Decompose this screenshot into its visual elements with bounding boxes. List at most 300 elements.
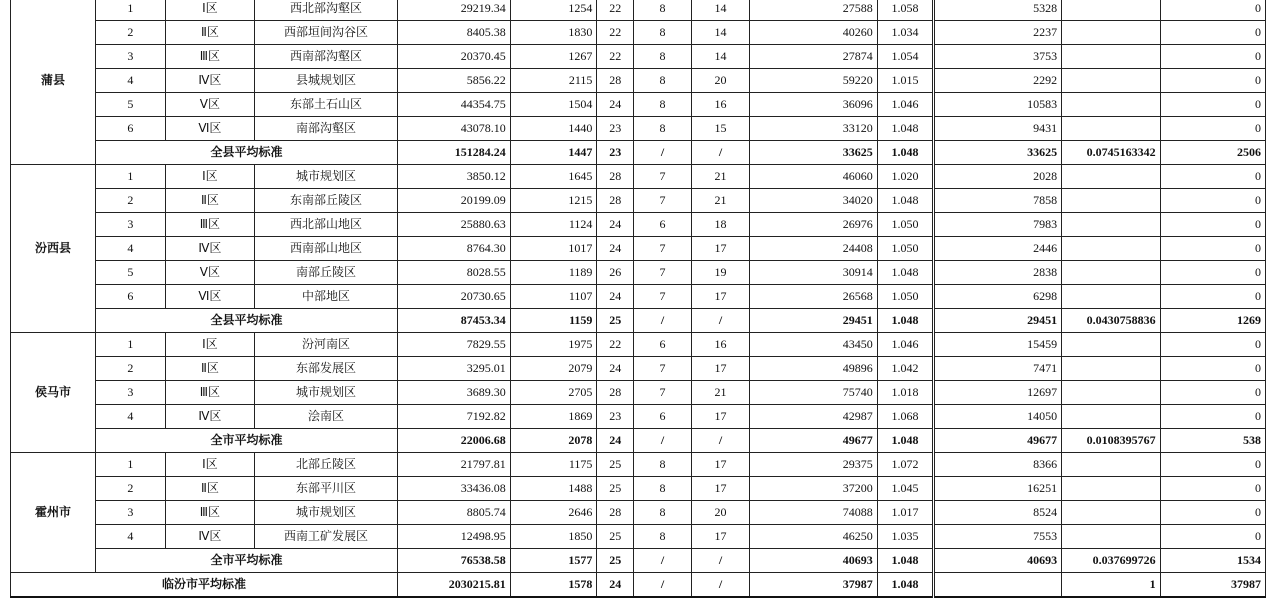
cell-c8 <box>1062 525 1160 549</box>
cell-c3: 8 <box>634 21 692 45</box>
cell-c8 <box>1062 69 1160 93</box>
table-row <box>11 333 1266 357</box>
cell-c9: 0 <box>1160 0 1265 21</box>
cell-c5: 59220 <box>750 69 878 93</box>
row-number: 4 <box>96 405 166 429</box>
cell-c7: 16251 <box>934 477 1062 501</box>
table-row <box>11 453 1266 477</box>
avg-c7: 33625 <box>934 141 1062 165</box>
zone-code: Ⅰ区 <box>165 453 255 477</box>
grand-c8: 1 <box>1062 573 1160 598</box>
zone-code: Ⅱ区 <box>165 477 255 501</box>
zone-name: 西南工矿发展区 <box>255 525 398 549</box>
cell-c3: 6 <box>634 405 692 429</box>
cell-c1: 2646 <box>510 501 597 525</box>
cell-c2: 28 <box>597 189 634 213</box>
cell-c8 <box>1062 45 1160 69</box>
table-row <box>11 405 1266 429</box>
row-number: 2 <box>96 189 166 213</box>
average-row <box>11 429 1266 453</box>
cell-c9: 0 <box>1160 93 1265 117</box>
cell-c9: 0 <box>1160 333 1265 357</box>
cell-c7: 8366 <box>934 453 1062 477</box>
cell-c2: 24 <box>597 285 634 309</box>
cell-c1: 1107 <box>510 285 597 309</box>
cell-c3: 6 <box>634 333 692 357</box>
cell-c9: 0 <box>1160 405 1265 429</box>
cell-c3: 8 <box>634 0 692 21</box>
avg-c5: 29451 <box>750 309 878 333</box>
cell-c3: 7 <box>634 357 692 381</box>
table-row <box>11 477 1266 501</box>
cell-c1: 1440 <box>510 117 597 141</box>
avg-c9: 2506 <box>1160 141 1265 165</box>
cell-c9: 0 <box>1160 453 1265 477</box>
avg-c5: 49677 <box>750 429 878 453</box>
cell-c4: 20 <box>691 69 749 93</box>
cell-c6: 1.072 <box>877 453 934 477</box>
cell-area: 12498.95 <box>397 525 510 549</box>
table-row <box>11 501 1266 525</box>
average-label: 全县平均标准 <box>96 309 398 333</box>
cell-c4: 17 <box>691 285 749 309</box>
cell-c3: 8 <box>634 525 692 549</box>
cell-c9: 0 <box>1160 285 1265 309</box>
cell-c5: 27874 <box>750 45 878 69</box>
avg-c2: 25 <box>597 309 634 333</box>
avg-c8: 0.0745163342 <box>1062 141 1160 165</box>
avg-c2: 24 <box>597 429 634 453</box>
cell-c3: 8 <box>634 45 692 69</box>
compensation-standards-table <box>10 0 1266 598</box>
avg-c3: / <box>634 309 692 333</box>
cell-c2: 22 <box>597 333 634 357</box>
cell-c9: 0 <box>1160 501 1265 525</box>
row-number: 2 <box>96 21 166 45</box>
cell-c8 <box>1062 501 1160 525</box>
table-row <box>11 213 1266 237</box>
zone-name: 西北部山地区 <box>255 213 398 237</box>
zone-name: 城市规划区 <box>255 381 398 405</box>
table-row <box>11 357 1266 381</box>
cell-c9: 0 <box>1160 237 1265 261</box>
cell-c1: 1189 <box>510 261 597 285</box>
cell-c9: 0 <box>1160 357 1265 381</box>
cell-c8 <box>1062 333 1160 357</box>
row-number: 3 <box>96 501 166 525</box>
grand-c4: / <box>691 573 749 598</box>
zone-name: 西南部山地区 <box>255 237 398 261</box>
cell-c6: 1.045 <box>877 477 934 501</box>
cell-c5: 27588 <box>750 0 878 21</box>
cell-c8 <box>1062 117 1160 141</box>
table-row <box>11 117 1266 141</box>
cell-c4: 17 <box>691 453 749 477</box>
cell-c6: 1.017 <box>877 501 934 525</box>
grand-average-label: 临汾市平均标准 <box>11 573 398 598</box>
cell-area: 7829.55 <box>397 333 510 357</box>
cell-c2: 23 <box>597 405 634 429</box>
cell-c4: 21 <box>691 165 749 189</box>
cell-c6: 1.048 <box>877 261 934 285</box>
avg-area: 22006.68 <box>397 429 510 453</box>
cell-c8 <box>1062 93 1160 117</box>
zone-name: 北部丘陵区 <box>255 453 398 477</box>
grand-c2: 24 <box>597 573 634 598</box>
average-row <box>11 141 1266 165</box>
cell-c9: 0 <box>1160 69 1265 93</box>
cell-c4: 18 <box>691 213 749 237</box>
cell-c1: 1017 <box>510 237 597 261</box>
avg-c6: 1.048 <box>877 309 934 333</box>
cell-c5: 26976 <box>750 213 878 237</box>
cell-c4: 20 <box>691 501 749 525</box>
cell-c7: 7858 <box>934 189 1062 213</box>
avg-c1: 2078 <box>510 429 597 453</box>
average-row <box>11 309 1266 333</box>
cell-area: 43078.10 <box>397 117 510 141</box>
zone-name: 东部平川区 <box>255 477 398 501</box>
cell-area: 44354.75 <box>397 93 510 117</box>
cell-c7: 6298 <box>934 285 1062 309</box>
cell-c1: 2115 <box>510 69 597 93</box>
cell-c6: 1.018 <box>877 381 934 405</box>
cell-c5: 30914 <box>750 261 878 285</box>
cell-area: 8805.74 <box>397 501 510 525</box>
cell-c8 <box>1062 477 1160 501</box>
cell-c3: 8 <box>634 117 692 141</box>
cell-c2: 25 <box>597 525 634 549</box>
cell-c5: 37200 <box>750 477 878 501</box>
cell-c2: 22 <box>597 21 634 45</box>
avg-c6: 1.048 <box>877 141 934 165</box>
table-row <box>11 525 1266 549</box>
cell-c8 <box>1062 21 1160 45</box>
cell-c7: 9431 <box>934 117 1062 141</box>
zone-name: 县城规划区 <box>255 69 398 93</box>
cell-c9: 0 <box>1160 213 1265 237</box>
cell-c7: 10583 <box>934 93 1062 117</box>
cell-c7: 3753 <box>934 45 1062 69</box>
cell-c1: 1645 <box>510 165 597 189</box>
zone-name: 东南部丘陵区 <box>255 189 398 213</box>
zone-code: Ⅵ区 <box>165 285 255 309</box>
row-number: 2 <box>96 357 166 381</box>
cell-c7: 2446 <box>934 237 1062 261</box>
cell-area: 20730.65 <box>397 285 510 309</box>
cell-c2: 28 <box>597 165 634 189</box>
zone-code: Ⅱ区 <box>165 189 255 213</box>
cell-c7: 2838 <box>934 261 1062 285</box>
cell-c4: 14 <box>691 21 749 45</box>
cell-c8 <box>1062 405 1160 429</box>
grand-c3: / <box>634 573 692 598</box>
zone-code: Ⅴ区 <box>165 93 255 117</box>
cell-c5: 40260 <box>750 21 878 45</box>
county-name: 侯马市 <box>11 333 96 453</box>
cell-c5: 33120 <box>750 117 878 141</box>
table-row <box>11 0 1266 21</box>
cell-c3: 7 <box>634 381 692 405</box>
cell-c4: 15 <box>691 117 749 141</box>
cell-c6: 1.054 <box>877 45 934 69</box>
row-number: 5 <box>96 93 166 117</box>
cell-c6: 1.058 <box>877 0 934 21</box>
cell-c4: 14 <box>691 45 749 69</box>
avg-c4: / <box>691 141 749 165</box>
avg-c3: / <box>634 141 692 165</box>
cell-c9: 0 <box>1160 165 1265 189</box>
cell-c7: 2237 <box>934 21 1062 45</box>
cell-c9: 0 <box>1160 477 1265 501</box>
cell-c3: 8 <box>634 477 692 501</box>
cell-c1: 1504 <box>510 93 597 117</box>
cell-c5: 46250 <box>750 525 878 549</box>
zone-code: Ⅱ区 <box>165 357 255 381</box>
zone-name: 南部沟壑区 <box>255 117 398 141</box>
grand-c1: 1578 <box>510 573 597 598</box>
row-number: 4 <box>96 69 166 93</box>
grand-average-row <box>11 573 1266 598</box>
zone-code: Ⅳ区 <box>165 405 255 429</box>
cell-c1: 1975 <box>510 333 597 357</box>
cell-c8 <box>1062 357 1160 381</box>
cell-c4: 17 <box>691 405 749 429</box>
cell-c8 <box>1062 0 1160 21</box>
cell-c6: 1.050 <box>877 213 934 237</box>
cell-c5: 49896 <box>750 357 878 381</box>
zone-name: 南部丘陵区 <box>255 261 398 285</box>
avg-c5: 40693 <box>750 549 878 573</box>
county-name: 霍州市 <box>11 453 96 573</box>
cell-c3: 7 <box>634 237 692 261</box>
avg-area: 151284.24 <box>397 141 510 165</box>
avg-c3: / <box>634 429 692 453</box>
cell-c8 <box>1062 453 1160 477</box>
table-row <box>11 381 1266 405</box>
cell-c1: 1215 <box>510 189 597 213</box>
cell-c4: 19 <box>691 261 749 285</box>
table-row <box>11 93 1266 117</box>
zone-code: Ⅴ区 <box>165 261 255 285</box>
zone-code: Ⅱ区 <box>165 21 255 45</box>
cell-c5: 26568 <box>750 285 878 309</box>
cell-c9: 0 <box>1160 525 1265 549</box>
row-number: 3 <box>96 45 166 69</box>
cell-c9: 0 <box>1160 381 1265 405</box>
cell-c4: 14 <box>691 0 749 21</box>
cell-c8 <box>1062 189 1160 213</box>
cell-c4: 17 <box>691 477 749 501</box>
table-row <box>11 261 1266 285</box>
cell-c3: 7 <box>634 261 692 285</box>
cell-c1: 2079 <box>510 357 597 381</box>
row-number: 1 <box>96 0 166 21</box>
grand-c5: 37987 <box>750 573 878 598</box>
zone-name: 东部土石山区 <box>255 93 398 117</box>
cell-c5: 24408 <box>750 237 878 261</box>
cell-c5: 43450 <box>750 333 878 357</box>
table-row <box>11 285 1266 309</box>
avg-c1: 1159 <box>510 309 597 333</box>
row-number: 1 <box>96 333 166 357</box>
row-number: 5 <box>96 261 166 285</box>
cell-area: 7192.82 <box>397 405 510 429</box>
cell-c6: 1.050 <box>877 237 934 261</box>
row-number: 3 <box>96 381 166 405</box>
cell-c2: 26 <box>597 261 634 285</box>
cell-c6: 1.048 <box>877 189 934 213</box>
table-row <box>11 45 1266 69</box>
cell-c9: 0 <box>1160 21 1265 45</box>
zone-name: 东部发展区 <box>255 357 398 381</box>
row-number: 4 <box>96 525 166 549</box>
cell-area: 3850.12 <box>397 165 510 189</box>
cell-c2: 24 <box>597 237 634 261</box>
cell-c4: 17 <box>691 357 749 381</box>
cell-c2: 23 <box>597 117 634 141</box>
zone-code: Ⅳ区 <box>165 69 255 93</box>
avg-c2: 25 <box>597 549 634 573</box>
cell-c2: 28 <box>597 381 634 405</box>
cell-c2: 25 <box>597 453 634 477</box>
cell-c3: 7 <box>634 189 692 213</box>
cell-c8 <box>1062 261 1160 285</box>
cell-c4: 16 <box>691 333 749 357</box>
cell-c7: 7983 <box>934 213 1062 237</box>
cell-c6: 1.042 <box>877 357 934 381</box>
county-name: 汾西县 <box>11 165 96 333</box>
cell-c8 <box>1062 213 1160 237</box>
cell-c7: 12697 <box>934 381 1062 405</box>
cell-c2: 22 <box>597 45 634 69</box>
avg-c5: 33625 <box>750 141 878 165</box>
row-number: 6 <box>96 285 166 309</box>
zone-name: 西部垣间沟谷区 <box>255 21 398 45</box>
cell-c5: 46060 <box>750 165 878 189</box>
cell-c8 <box>1062 165 1160 189</box>
table-row <box>11 237 1266 261</box>
cell-c6: 1.035 <box>877 525 934 549</box>
cell-c4: 17 <box>691 237 749 261</box>
cell-c7: 5328 <box>934 0 1062 21</box>
cell-area: 8764.30 <box>397 237 510 261</box>
avg-c9: 1534 <box>1160 549 1265 573</box>
cell-c1: 1175 <box>510 453 597 477</box>
zone-code: Ⅳ区 <box>165 237 255 261</box>
cell-c6: 1.068 <box>877 405 934 429</box>
avg-c9: 1269 <box>1160 309 1265 333</box>
average-row <box>11 549 1266 573</box>
avg-c8: 0.0430758836 <box>1062 309 1160 333</box>
cell-c2: 28 <box>597 69 634 93</box>
cell-c1: 1850 <box>510 525 597 549</box>
cell-c7: 15459 <box>934 333 1062 357</box>
zone-name: 浍南区 <box>255 405 398 429</box>
cell-c5: 75740 <box>750 381 878 405</box>
zone-code: Ⅳ区 <box>165 525 255 549</box>
cell-c7: 14050 <box>934 405 1062 429</box>
table-row <box>11 165 1266 189</box>
cell-c9: 0 <box>1160 45 1265 69</box>
cell-c3: 7 <box>634 165 692 189</box>
cell-c8 <box>1062 237 1160 261</box>
zone-name: 西北部沟壑区 <box>255 0 398 21</box>
cell-c3: 7 <box>634 285 692 309</box>
cell-c7: 2292 <box>934 69 1062 93</box>
grand-area: 2030215.81 <box>397 573 510 598</box>
cell-c7: 7471 <box>934 357 1062 381</box>
county-name: 蒲县 <box>11 0 96 165</box>
zone-code: Ⅵ区 <box>165 117 255 141</box>
cell-c6: 1.050 <box>877 285 934 309</box>
cell-c5: 74088 <box>750 501 878 525</box>
cell-c2: 24 <box>597 213 634 237</box>
zone-name: 西南部沟壑区 <box>255 45 398 69</box>
cell-c9: 0 <box>1160 261 1265 285</box>
cell-c2: 25 <box>597 477 634 501</box>
zone-code: Ⅲ区 <box>165 381 255 405</box>
cell-area: 8405.38 <box>397 21 510 45</box>
row-number: 3 <box>96 213 166 237</box>
avg-c4: / <box>691 309 749 333</box>
zone-name: 城市规划区 <box>255 165 398 189</box>
cell-c5: 42987 <box>750 405 878 429</box>
cell-area: 3689.30 <box>397 381 510 405</box>
table-row <box>11 189 1266 213</box>
cell-area: 8028.55 <box>397 261 510 285</box>
cell-c6: 1.046 <box>877 333 934 357</box>
zone-code: Ⅰ区 <box>165 0 255 21</box>
cell-c1: 1254 <box>510 0 597 21</box>
average-label: 全县平均标准 <box>96 141 398 165</box>
avg-c9: 538 <box>1160 429 1265 453</box>
table-row <box>11 21 1266 45</box>
cell-c1: 1830 <box>510 21 597 45</box>
avg-c7: 40693 <box>934 549 1062 573</box>
avg-c4: / <box>691 549 749 573</box>
cell-c4: 21 <box>691 189 749 213</box>
cell-c8 <box>1062 285 1160 309</box>
avg-c2: 23 <box>597 141 634 165</box>
cell-area: 25880.63 <box>397 213 510 237</box>
cell-area: 21797.81 <box>397 453 510 477</box>
avg-c8: 0.0108395767 <box>1062 429 1160 453</box>
average-label: 全市平均标准 <box>96 429 398 453</box>
cell-area: 29219.34 <box>397 0 510 21</box>
cell-c6: 1.034 <box>877 21 934 45</box>
cell-c4: 21 <box>691 381 749 405</box>
cell-c3: 6 <box>634 213 692 237</box>
zone-code: Ⅰ区 <box>165 333 255 357</box>
zone-code: Ⅲ区 <box>165 213 255 237</box>
row-number: 6 <box>96 117 166 141</box>
cell-c4: 16 <box>691 93 749 117</box>
avg-c6: 1.048 <box>877 549 934 573</box>
cell-c1: 1488 <box>510 477 597 501</box>
cell-c4: 17 <box>691 525 749 549</box>
cell-c2: 24 <box>597 357 634 381</box>
zone-code: Ⅲ区 <box>165 501 255 525</box>
cell-c2: 22 <box>597 0 634 21</box>
table-row <box>11 69 1266 93</box>
cell-c2: 24 <box>597 93 634 117</box>
cell-c3: 8 <box>634 453 692 477</box>
cell-c6: 1.015 <box>877 69 934 93</box>
cell-c6: 1.046 <box>877 93 934 117</box>
avg-c7: 49677 <box>934 429 1062 453</box>
cell-c1: 1869 <box>510 405 597 429</box>
